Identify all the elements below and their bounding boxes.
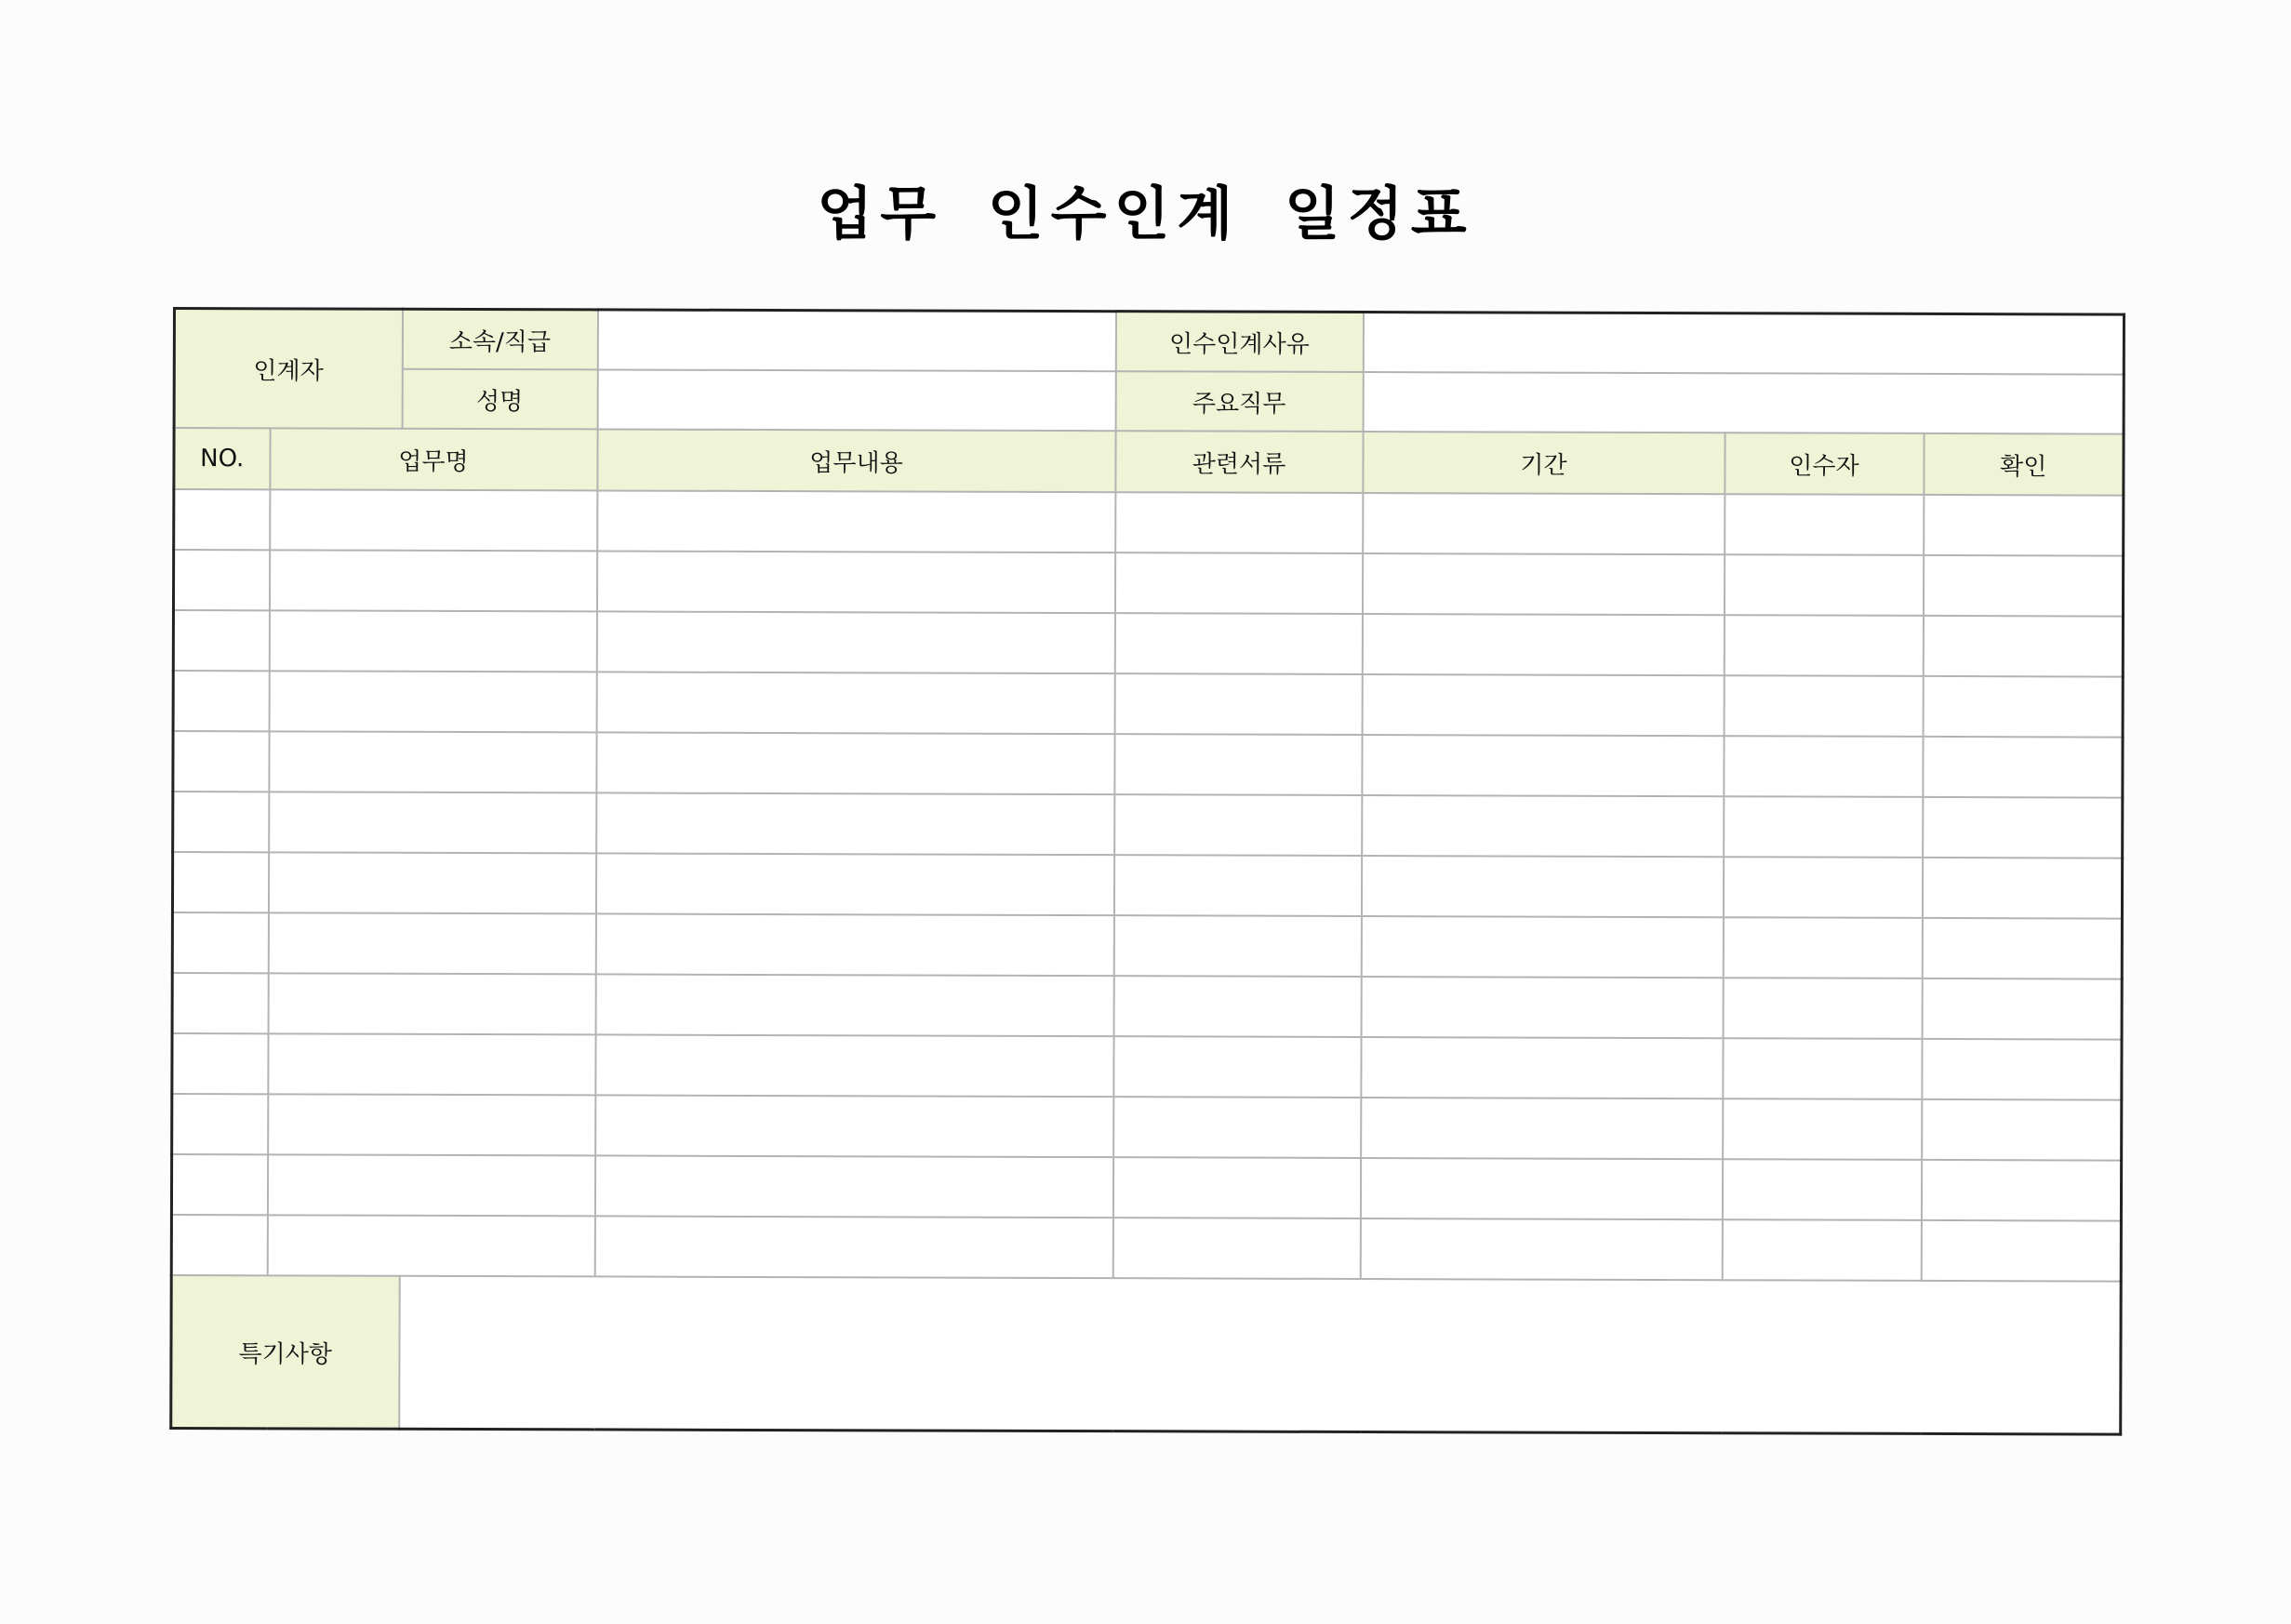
cell-task-name[interactable] — [268, 1033, 595, 1095]
cell-related-docs[interactable] — [1114, 794, 1362, 856]
table-row — [173, 610, 2123, 677]
cell-task-name[interactable] — [268, 1094, 595, 1155]
cell-period[interactable] — [1362, 674, 1724, 736]
table-row — [172, 1094, 2122, 1161]
cell-confirm[interactable] — [1923, 797, 2123, 859]
cell-recipient[interactable] — [1723, 978, 1922, 1039]
cell-period[interactable] — [1361, 916, 1723, 978]
cell-period[interactable] — [1363, 493, 1725, 554]
table-row — [174, 489, 2124, 556]
cell-recipient[interactable] — [1725, 494, 1924, 555]
cell-confirm[interactable] — [1922, 858, 2122, 919]
cell-recipient[interactable] — [1723, 857, 1922, 918]
cell-confirm[interactable] — [1924, 495, 2124, 556]
cell-recipient[interactable] — [1723, 1038, 1922, 1099]
cell-confirm[interactable] — [1921, 1160, 2121, 1221]
cell-task-content[interactable] — [595, 1034, 1113, 1097]
cell-task-name[interactable] — [270, 489, 597, 551]
cell-task-name[interactable] — [269, 610, 596, 672]
cell-period[interactable] — [1362, 614, 1724, 675]
cell-task-content[interactable] — [595, 974, 1113, 1036]
cell-recipient[interactable] — [1723, 1098, 1922, 1160]
cell-confirm[interactable] — [1923, 616, 2123, 677]
cell-no[interactable] — [171, 1154, 267, 1215]
cell-confirm[interactable] — [1921, 1220, 2121, 1282]
handover-form — [169, 307, 2123, 1436]
col-header-period: 기간 — [1363, 432, 1725, 494]
cell-period[interactable] — [1361, 1037, 1723, 1098]
cell-confirm[interactable] — [1923, 737, 2123, 798]
col-header-related-docs: 관련서류 — [1115, 431, 1363, 493]
name-label: 성명 — [402, 369, 597, 430]
table-row — [172, 852, 2122, 919]
cell-task-name[interactable] — [269, 671, 596, 732]
cell-task-content[interactable] — [596, 611, 1114, 673]
table-row — [172, 912, 2122, 979]
cell-period[interactable] — [1361, 1098, 1723, 1159]
cell-task-content[interactable] — [595, 1095, 1113, 1157]
cell-task-name[interactable] — [269, 731, 596, 792]
cell-related-docs[interactable] — [1112, 1218, 1360, 1279]
cell-task-content[interactable] — [595, 913, 1113, 976]
cell-recipient[interactable] — [1723, 917, 1922, 978]
cell-task-name[interactable] — [269, 550, 596, 611]
cell-related-docs[interactable] — [1112, 1157, 1360, 1218]
cell-task-content[interactable] — [596, 732, 1114, 794]
cell-period[interactable] — [1361, 977, 1723, 1038]
cell-recipient[interactable] — [1722, 1219, 1921, 1281]
cell-no[interactable] — [174, 489, 270, 550]
notes-field[interactable] — [399, 1276, 2122, 1434]
cell-recipient[interactable] — [1724, 736, 1923, 797]
cell-period[interactable] — [1362, 735, 1724, 796]
cell-no[interactable] — [171, 1215, 267, 1275]
cell-related-docs[interactable] — [1114, 552, 1362, 614]
table-row — [173, 792, 2123, 859]
table-row — [172, 1033, 2122, 1100]
cell-related-docs[interactable] — [1114, 734, 1362, 795]
table-row — [173, 731, 2123, 798]
reason-field[interactable] — [1363, 313, 2124, 375]
table-row — [173, 671, 2123, 738]
notes-label: 특기사항 — [171, 1275, 400, 1429]
main-duty-label: 주요직무 — [1115, 371, 1363, 432]
cell-task-content[interactable] — [596, 792, 1114, 855]
main-duty-field[interactable] — [1363, 372, 2124, 434]
cell-period[interactable] — [1361, 856, 1723, 917]
cell-no[interactable] — [173, 671, 269, 731]
cell-confirm[interactable] — [1923, 676, 2123, 738]
cell-task-name[interactable] — [267, 1215, 594, 1276]
handover-person-label: 인계자 — [174, 309, 402, 429]
affiliation-field[interactable] — [597, 310, 1115, 371]
cell-task-content[interactable] — [596, 672, 1114, 734]
cell-task-name[interactable] — [268, 852, 595, 913]
cell-no[interactable] — [172, 1094, 268, 1154]
cell-task-name[interactable] — [268, 973, 595, 1034]
cell-related-docs[interactable] — [1113, 1097, 1361, 1158]
column-header-row — [174, 428, 2124, 496]
col-header-confirm: 확인 — [1924, 433, 2124, 496]
cell-confirm[interactable] — [1922, 918, 2122, 979]
cell-no[interactable] — [172, 912, 268, 973]
cell-task-content[interactable] — [596, 551, 1114, 613]
cell-task-name[interactable] — [267, 1154, 594, 1216]
cell-task-name[interactable] — [269, 792, 596, 853]
col-header-task-content: 업무내용 — [597, 429, 1115, 492]
cell-period[interactable] — [1360, 1218, 1722, 1280]
col-header-recipient: 인수자 — [1725, 433, 1924, 495]
cell-no[interactable] — [172, 1033, 268, 1094]
reason-label: 인수인계사유 — [1115, 312, 1363, 372]
cell-related-docs[interactable] — [1113, 855, 1361, 916]
cell-period[interactable] — [1362, 795, 1724, 857]
cell-related-docs[interactable] — [1113, 915, 1361, 977]
col-header-no: NO. — [174, 428, 270, 489]
cell-no[interactable] — [173, 792, 269, 852]
cell-recipient[interactable] — [1724, 675, 1923, 737]
cell-task-name[interactable] — [268, 912, 595, 974]
cell-related-docs[interactable] — [1113, 976, 1361, 1037]
cell-no[interactable] — [173, 610, 269, 671]
table-row — [171, 1215, 2121, 1282]
cell-recipient[interactable] — [1724, 554, 1923, 616]
table-row — [173, 550, 2123, 617]
cell-task-content[interactable] — [597, 490, 1115, 552]
table-row — [172, 973, 2122, 1040]
table-row — [171, 1154, 2121, 1221]
handover-table — [169, 307, 2125, 1436]
cell-recipient[interactable] — [1724, 796, 1923, 858]
cell-no[interactable] — [173, 731, 269, 792]
cell-period[interactable] — [1362, 553, 1724, 615]
cell-no[interactable] — [173, 550, 269, 610]
cell-related-docs[interactable] — [1113, 1036, 1361, 1098]
cell-period[interactable] — [1360, 1158, 1722, 1219]
cell-recipient[interactable] — [1722, 1159, 1921, 1220]
cell-confirm[interactable] — [1922, 978, 2122, 1040]
cell-no[interactable] — [172, 852, 268, 912]
cell-confirm[interactable] — [1923, 555, 2123, 617]
cell-task-content[interactable] — [595, 853, 1113, 915]
cell-related-docs[interactable] — [1114, 613, 1362, 674]
cell-task-content[interactable] — [594, 1155, 1112, 1218]
name-field[interactable] — [597, 369, 1115, 431]
page-title: 업무 인수인계 일정표 — [817, 180, 1474, 247]
cell-task-content[interactable] — [594, 1216, 1112, 1278]
cell-related-docs[interactable] — [1114, 673, 1362, 735]
cell-recipient[interactable] — [1724, 615, 1923, 676]
cell-confirm[interactable] — [1922, 1099, 2122, 1161]
cell-related-docs[interactable] — [1115, 492, 1363, 553]
cell-no[interactable] — [172, 973, 268, 1033]
col-header-task-name: 업무명 — [270, 428, 597, 490]
affiliation-label: 소속/직급 — [402, 309, 597, 369]
cell-confirm[interactable] — [1922, 1039, 2122, 1100]
